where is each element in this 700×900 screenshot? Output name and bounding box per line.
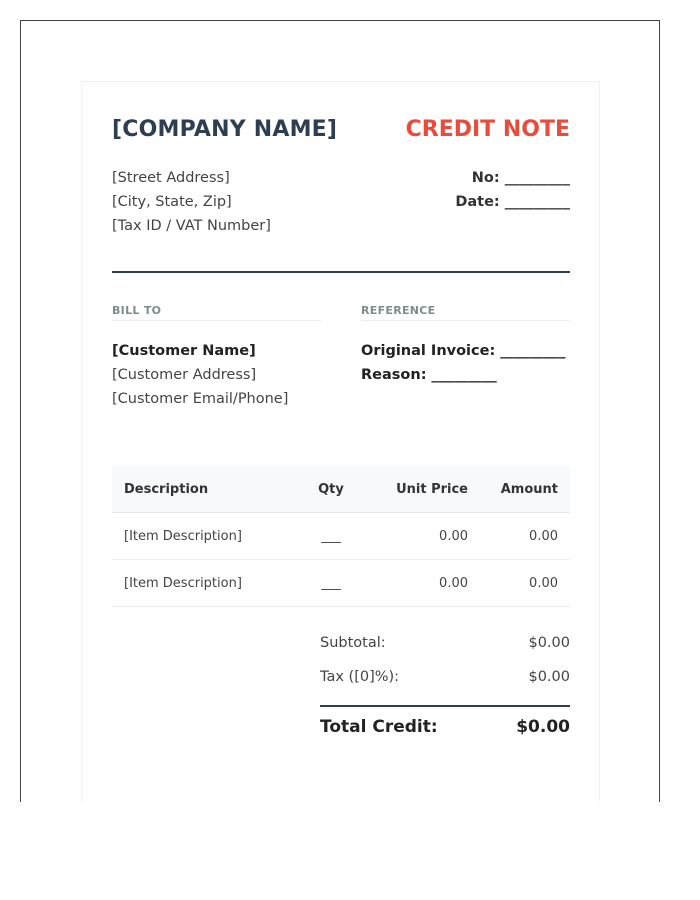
item-unit-price: 0.00	[367, 560, 480, 607]
item-unit-price: 0.00	[367, 513, 480, 560]
items-table	[112, 466, 570, 607]
reference-label: REFERENCE	[361, 304, 570, 321]
parties-section	[112, 272, 570, 462]
tax-label: Tax ([0]%):	[320, 669, 400, 685]
tax-id: [Tax ID / VAT Number]	[112, 218, 271, 234]
item-qty: ___	[295, 513, 367, 560]
document-title: CREDIT NOTE	[405, 117, 570, 142]
item-qty: ___	[295, 560, 367, 607]
table-row	[112, 560, 570, 607]
total-credit-row	[320, 717, 570, 757]
original-invoice: Original Invoice: _________	[361, 343, 566, 359]
document-header	[112, 112, 570, 272]
reason: Reason: _________	[361, 367, 497, 383]
col-unit-price: Unit Price	[367, 466, 480, 513]
credit-note	[112, 112, 570, 737]
item-description: [Item Description]	[112, 560, 295, 607]
customer-contact: [Customer Email/Phone]	[112, 391, 289, 407]
bill-to-label: BILL TO	[112, 304, 321, 321]
table-header-row	[112, 466, 570, 513]
col-description: Description	[112, 466, 295, 513]
city-state-zip: [City, State, Zip]	[112, 194, 232, 210]
subtotal-label: Subtotal:	[320, 635, 386, 651]
item-amount: 0.00	[480, 513, 570, 560]
document-meta	[455, 166, 570, 214]
street-address: [Street Address]	[112, 170, 230, 186]
tax-row	[320, 669, 570, 703]
totals-section	[320, 635, 570, 757]
table-row	[112, 513, 570, 560]
credit-note-date: Date: _________	[455, 194, 570, 210]
total-credit-value: $0.00	[516, 717, 570, 737]
col-qty: Qty	[295, 466, 367, 513]
customer-address: [Customer Address]	[112, 367, 257, 383]
subtotal-row	[320, 635, 570, 669]
totals-divider	[320, 705, 570, 707]
reference-section	[361, 304, 570, 387]
bill-to-section	[112, 304, 321, 411]
item-amount: 0.00	[480, 560, 570, 607]
company-name: [COMPANY NAME]	[112, 117, 338, 142]
customer-name: [Customer Name]	[112, 343, 256, 359]
reference-details	[361, 339, 570, 387]
credit-note-number: No: _________	[471, 170, 570, 186]
bill-to-details	[112, 339, 321, 411]
item-description: [Item Description]	[112, 513, 295, 560]
col-amount: Amount	[480, 466, 570, 513]
subtotal-value: $0.00	[528, 635, 570, 651]
company-address	[112, 166, 271, 238]
total-credit-label: Total Credit:	[320, 717, 438, 737]
tax-value: $0.00	[528, 669, 570, 685]
